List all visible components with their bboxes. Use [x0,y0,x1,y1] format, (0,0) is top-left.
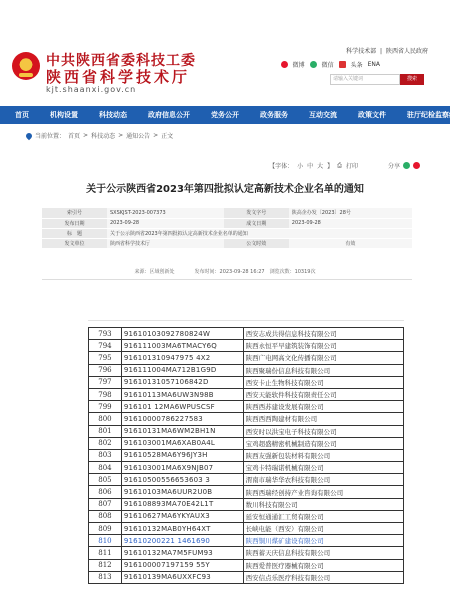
table-row [89,486,404,498]
credit-code: 91610000786227583 [121,413,243,425]
meta-value: 2023-09-28 [107,218,224,228]
site-header [0,0,450,102]
row-number: 798 [89,388,122,400]
row-number: 799 [89,401,122,413]
enterprise-name: 陕西广电网高文化传播有限公司 [243,352,403,364]
meta-label: 成文日期 [224,218,289,228]
table-row [89,328,404,340]
credit-code: 91610139MA6UXXFC93 [121,571,243,583]
font-label: 【字体： [269,163,294,170]
meta-label: 索引号 [42,208,107,218]
font-size-tools [269,161,358,170]
table-row [89,401,404,413]
meta-label: 标 题 [42,228,107,238]
credit-code: 91610200221 1461690 [121,535,243,547]
row-number: 811 [89,547,122,559]
row-number: 807 [89,498,122,510]
toutiao-icon[interactable] [339,61,346,68]
table-row [89,364,404,376]
nav-interaction[interactable]: 互动交流 [309,111,337,119]
credit-code: 91610131MA6WM2BH1N [121,425,243,437]
meta-value: 有效 [289,238,412,248]
search-button[interactable]: 搜索 [400,74,424,85]
nav-news[interactable]: 科技动态 [99,111,127,119]
enterprise-name: 长峡电能（西安）有限公司 [243,523,403,535]
share-tools [388,161,420,170]
weibo-icon[interactable] [281,61,288,68]
row-number: 800 [89,413,122,425]
main-nav [0,106,456,124]
credit-code: 91610528MA6Y96JY3H [121,449,243,461]
credit-code: 91610103MA6UUR2U0B [121,486,243,498]
nav-discipline[interactable]: 驻厅纪检监察组 [407,111,456,119]
breadcrumb-news[interactable]: 科技动态 [91,133,116,140]
nav-party-affairs[interactable]: 党务公开 [211,111,239,119]
row-number: 808 [89,510,122,522]
weibo-label[interactable]: 微博 [292,62,305,69]
enterprise-name: 宝鸡卡特瑞诺机械有限公司 [243,462,403,474]
enterprise-name: 延安恒通通汇工贸有限公司 [243,510,403,522]
national-emblem-icon [12,52,40,80]
meta-value: SXSKJST-2023-007373 [107,208,224,218]
row-number: 801 [89,425,122,437]
table-row [89,449,404,461]
enterprise-name: 西安志成共得信息科技有限公司 [243,328,403,340]
row-number: 806 [89,486,122,498]
row-number: 805 [89,474,122,486]
table-row [89,388,404,400]
toutiao-label[interactable]: 头条 [350,62,363,69]
meta-label: 发布日期 [42,218,107,228]
enterprise-name: 西安天能软件科技有限责任公司 [243,388,403,400]
enterprise-name: 西安卡止生物科技有限公司 [243,376,403,388]
print-button[interactable]: 打印 [345,163,358,170]
nav-policy[interactable]: 政策文件 [358,111,386,119]
nav-gov-info[interactable]: 政府信息公开 [148,111,190,119]
nav-services[interactable]: 政务服务 [260,111,288,119]
breadcrumb-sep: > [153,132,159,139]
font-medium-button[interactable]: 中 [307,163,314,170]
credit-code: 91610132MAB0YH64XT [121,523,243,535]
credit-code: 916103001MA6X9NJB07 [121,462,243,474]
breadcrumb-prefix: 当前位置： [35,133,66,140]
enterprise-list-image [88,327,404,600]
table-row [89,462,404,474]
enterprise-name: 陕西西西陶建材有限公司 [243,413,403,425]
breadcrumb [26,131,173,140]
row-number: 793 [89,328,122,340]
nav-home[interactable]: 首页 [15,111,29,119]
enterprise-name: 陕西永恒平早建筑装饰有限公司 [243,340,403,352]
table-row [89,535,404,547]
enterprise-list-table [88,327,404,584]
link-ministry[interactable]: 科学技术部 [346,48,377,55]
social-links [281,60,380,69]
table-row [89,498,404,510]
credit-code: 916111003MA6TMACY6Q [121,340,243,352]
credit-code: 916103001MA6XAB0A4L [121,437,243,449]
share-weibo-icon[interactable] [413,162,420,169]
credit-code: 91610500556653603 3 [121,474,243,486]
table-row [89,523,404,535]
meta-value: 陕西省科学技术厅 [107,238,224,248]
site-title-line1[interactable]: 中共陕西省委科技工委 [46,53,196,69]
link-separator: | [380,48,383,55]
credit-code: 916108893MA70E42L1T [121,498,243,510]
credit-code: 91610103092780824W [121,328,243,340]
table-row [89,413,404,425]
row-number: 809 [89,523,122,535]
article-title: 关于公示陕西省2023年第四批拟认定高新技术企业名单的通知 [86,184,364,195]
document-top-rule [88,320,404,321]
location-pin-icon [25,131,33,139]
credit-code: 916101310947975 4X2 [121,352,243,364]
credit-code: 91610113MA6UW3N98B [121,388,243,400]
credit-code: 916100007197159 55Y [121,559,243,571]
nav-organization[interactable]: 机构设置 [50,111,78,119]
meta-row [42,208,412,218]
table-row [89,559,404,571]
enterprise-name: 陕西蓄天庆信息科技有限公司 [243,547,403,559]
row-number: 804 [89,462,122,474]
table-row [89,376,404,388]
row-number: 795 [89,352,122,364]
enterprise-name: 陕西西苏建设发展有限公司 [243,401,403,413]
share-wechat-icon[interactable] [403,162,410,169]
top-links [344,46,428,55]
credit-code: 91610132MA7M5FUM93 [121,547,243,559]
document-meta-table [42,208,412,249]
divider [42,279,412,280]
link-provincial-government[interactable]: 陕西省人民政府 [385,48,428,55]
credit-code: 91610627MA6YKYAUX3 [121,510,243,522]
breadcrumb-notices[interactable]: 通知公告 [126,133,151,140]
enterprise-name: 宝鸡超盛精密机械制造有限公司 [243,437,403,449]
meta-row [42,238,412,248]
meta-label: 发文字号 [224,208,289,218]
credit-code: 916101 12MA6WPUSCSF [121,401,243,413]
meta-value: 关于公示陕西省2023年第四批拟认定高新技术企业名单的通知 [107,228,412,238]
breadcrumb-sep: > [118,132,124,139]
table-row [89,340,404,352]
meta-label: 发文单位 [42,238,107,248]
wechat-label[interactable]: 微信 [321,62,334,69]
enterprise-name: 陕西友强新包装材料有限公司 [243,449,403,461]
table-row [89,474,404,486]
site-title-line2[interactable]: 陕西省科学技术厅 [46,68,191,86]
table-row [89,437,404,449]
table-row [89,352,404,364]
table-row [89,547,404,559]
credit-code: 916111004MA712B1G9D [121,364,243,376]
breadcrumb-home[interactable]: 首页 [68,133,81,140]
row-number: 794 [89,340,122,352]
table-row [89,510,404,522]
enterprise-name: 渭南市瑞华华农科技有限公司 [243,474,403,486]
row-number: 812 [89,559,122,571]
enterprise-name: 陕西西瑞经创持产业咨询有限公司 [243,486,403,498]
row-number: 813 [89,571,122,583]
table-row [89,425,404,437]
meta-value: 陕高企办发〔2023〕28号 [289,208,412,218]
meta-label: 公文时效 [224,238,289,248]
font-small-button[interactable]: 小 [297,163,304,170]
font-close-bracket: 】 [327,163,334,170]
wechat-icon[interactable] [310,61,317,68]
meta-row [42,218,412,228]
enterprise-name: 陕西铜川煤矿建设有限公司 [243,535,403,547]
row-number: 803 [89,449,122,461]
row-number: 797 [89,376,122,388]
enterprise-name: 陕西爱普医疗器械有限公司 [243,559,403,571]
site-domain: kjt.shaanxi.gov.cn [46,85,137,94]
breadcrumb-sep: > [83,132,89,139]
enterprise-name: 西安信点乐医疗科技有限公司 [243,571,403,583]
meta-row [42,228,412,238]
meta-value: 2023-09-28 [289,218,412,228]
font-large-button[interactable]: 大 [317,163,324,170]
share-label: 分享 [387,163,400,170]
breadcrumb-current: 正文 [161,133,174,140]
printer-icon[interactable]: ⎙ [337,161,342,169]
enterprise-name: 陕西聚瑞份信息科技有限公司 [243,364,403,376]
source-and-date: 来源：区域创新处 发布时间：2023-09-28 16:27 浏览次数：10319次 [134,269,316,275]
english-label[interactable]: ENA [367,61,380,68]
enterprise-name: 西安时以洪宝电子科技有限公司 [243,425,403,437]
row-number: 810 [89,535,122,547]
credit-code: 91610131057106842D [121,376,243,388]
row-number: 796 [89,364,122,376]
enterprise-name: 数川科技有限公司 [243,498,403,510]
row-number: 802 [89,437,122,449]
table-row [89,571,404,583]
search-input[interactable]: 请输入关键词 [330,74,400,85]
